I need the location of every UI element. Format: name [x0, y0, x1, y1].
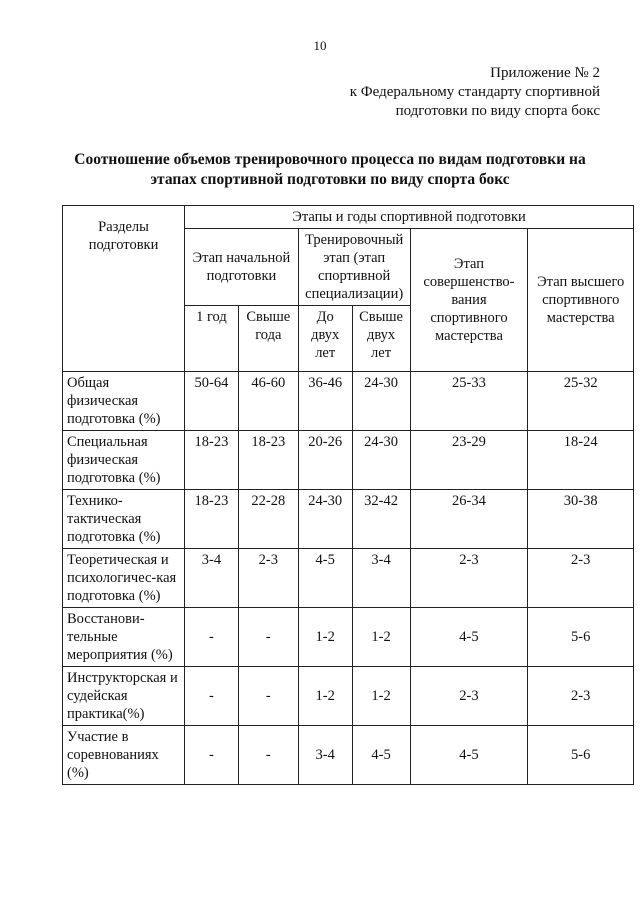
table-row: [63, 726, 634, 785]
title-line-2: этапах спортивной подготовки по виду спорта бокс: [150, 171, 510, 188]
appendix-note: [350, 64, 600, 121]
row-label: Специальная физическая подготовка (%): [63, 431, 185, 490]
table-cell: 1-2: [298, 608, 352, 667]
table-row: [63, 549, 634, 608]
table-cell: 18-23: [185, 431, 239, 490]
table-cell: 18-23: [185, 490, 239, 549]
table-cell: 36-46: [298, 372, 352, 431]
subheader-up-to-2-years: До двух лет: [298, 306, 352, 372]
table-cell: -: [185, 667, 239, 726]
table-cell: 2-3: [528, 549, 634, 608]
table-cell: 4-5: [352, 726, 410, 785]
table-cell: 4-5: [410, 608, 528, 667]
table-cell: 25-33: [410, 372, 528, 431]
table-cell: 23-29: [410, 431, 528, 490]
stage-initial-header: Этап начальной подготовки: [185, 229, 299, 306]
stage-improvement-header: Этап совершенство-вания спортивного мастерства: [410, 229, 528, 372]
table-cell: -: [185, 608, 239, 667]
stages-header: Этапы и годы спортивной подготовки: [185, 206, 634, 229]
table-cell: 4-5: [410, 726, 528, 785]
row-label: Инструкторская и судейская практика(%): [63, 667, 185, 726]
appendix-line-2: к Федеральному стандарту спортивной: [349, 84, 600, 100]
table-cell: 5-6: [528, 608, 634, 667]
table-cell: 18-24: [528, 431, 634, 490]
table-cell: -: [185, 726, 239, 785]
table-cell: 2-3: [410, 549, 528, 608]
table-cell: 1-2: [298, 667, 352, 726]
table-cell: 2-3: [528, 667, 634, 726]
table-cell: -: [238, 726, 298, 785]
row-label: Технико-тактическая подготовка (%): [63, 490, 185, 549]
training-ratio-table: [62, 205, 634, 785]
appendix-line-1: Приложение № 2: [490, 65, 600, 81]
table-row: [63, 372, 634, 431]
table-row: [63, 667, 634, 726]
table-cell: 24-30: [352, 372, 410, 431]
table-row: [63, 431, 634, 490]
table-cell: 26-34: [410, 490, 528, 549]
table-cell: 32-42: [352, 490, 410, 549]
row-label: Теоретическая и психологичес-кая подготовка (%): [63, 549, 185, 608]
stage-higher-header: Этап высшего спортивного мастерства: [528, 229, 634, 372]
table-cell: 18-23: [238, 431, 298, 490]
subheader-over-1-year: Свыше года: [238, 306, 298, 372]
row-label: Участие в соревнованиях (%): [63, 726, 185, 785]
table-cell: 3-4: [352, 549, 410, 608]
table-row: [63, 490, 634, 549]
table-cell: 2-3: [238, 549, 298, 608]
subheader-over-2-years: Свыше двух лет: [352, 306, 410, 372]
sections-header: Разделы подготовки: [63, 206, 185, 372]
table-row: [63, 608, 634, 667]
title-line-1: Соотношение объемов тренировочного процесса по видам подготовки на: [74, 151, 586, 168]
page-number: 10: [313, 38, 327, 53]
table-cell: 24-30: [298, 490, 352, 549]
table-cell: 20-26: [298, 431, 352, 490]
stage-training-header: Тренировочный этап (этап спортивной специализации): [298, 229, 410, 306]
table-cell: 3-4: [298, 726, 352, 785]
row-label: Восстанови-тельные мероприятия (%): [63, 608, 185, 667]
table-cell: 50-64: [185, 372, 239, 431]
table-cell: 25-32: [528, 372, 634, 431]
table-cell: 1-2: [352, 667, 410, 726]
table-cell: 2-3: [410, 667, 528, 726]
table-cell: 1-2: [352, 608, 410, 667]
table-cell: 3-4: [185, 549, 239, 608]
subheader-1-year: 1 год: [185, 306, 239, 372]
table-cell: 30-38: [528, 490, 634, 549]
document-title: [60, 150, 600, 190]
table-cell: 5-6: [528, 726, 634, 785]
row-label: Общая физическая подготовка (%): [63, 372, 185, 431]
table-cell: -: [238, 667, 298, 726]
table-cell: 24-30: [352, 431, 410, 490]
table-cell: 46-60: [238, 372, 298, 431]
table-cell: -: [238, 608, 298, 667]
appendix-line-3: подготовки по виду спорта бокс: [395, 103, 600, 119]
table-cell: 4-5: [298, 549, 352, 608]
table-cell: 22-28: [238, 490, 298, 549]
